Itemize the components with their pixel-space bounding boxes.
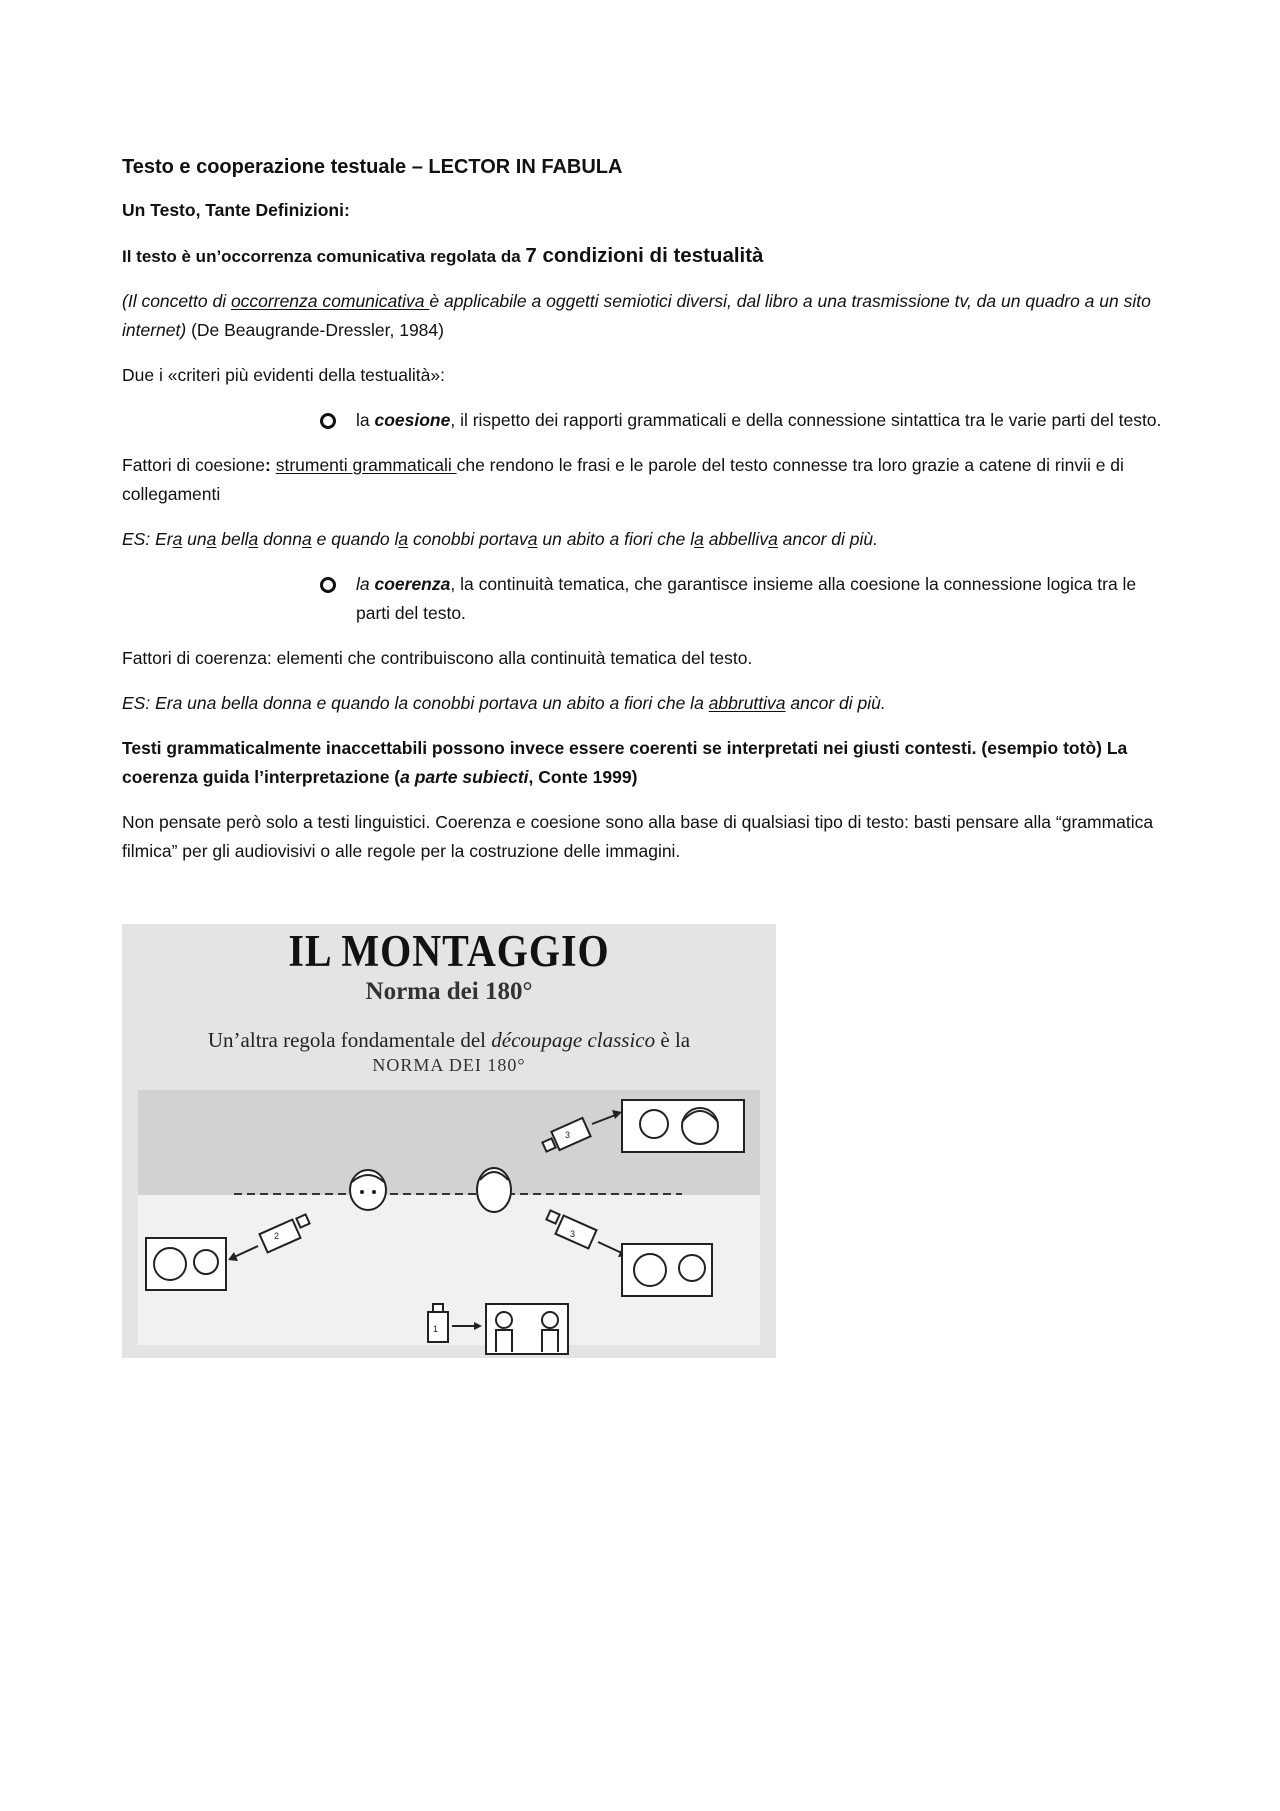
section-subtitle: Un Testo, Tante Definizioni: [122,200,350,220]
coherence-factors: Fattori di coerenza: elementi che contribuiscono alla continuità tematica del testo. [122,648,753,668]
shot-frame-right [622,1244,712,1296]
document-body [122,152,1172,882]
actor-left-icon [350,1170,386,1210]
definition-emphasis: 7 condizioni di testualità [525,244,764,267]
bullet2-term: coerenza [374,574,451,594]
figure-caption-line1: Un’altra regola fondamentale del découpage classico è la [207,1028,691,1052]
shot-frame-bottom [486,1304,568,1354]
actor-right-icon [477,1168,511,1212]
concept-citation: (De Beaugrande-Dressler, 1984) [186,320,444,340]
bullet-coesione [122,406,1172,435]
bold-paragraph: Testi grammaticalmente inaccettabili possono invece essere coerenti se interpretati nei giusti contesti. (esempio totò) La coerenza guida l’interpretazione (a parte subiecti, Conte 1999) [122,738,1128,787]
concept-rest: è applicabile a oggetti semiotici diversi, dal libro a una trasmissione tv, da un quadro a un sito internet) [122,291,1151,340]
bullet2-prefix: la [356,574,375,594]
example-coesione: ES: Era una bella donna e quando la conobbi portava un abito a fiori che la abbelliva ancor di più. [122,529,879,549]
concept-paragraph [122,287,1172,345]
cohesion-factors [122,451,1172,509]
circle-bullet-icon [320,577,336,593]
bullet1-prefix: la [356,410,375,430]
cohesion-underlined: strumenti grammaticali [275,455,457,475]
camera-label: 3 [570,1229,576,1239]
bullet-coerenza [122,570,1172,628]
figure-caption-line2: NORMA DEI 180° [372,1055,526,1075]
shot-frame-top [622,1100,744,1152]
bullet1-rest: , il rispetto dei rapporti grammaticali e della connessione sintattica tra le varie parti del testo. [450,410,1162,430]
bullet2-rest: , la continuità tematica, che garantisce insieme alla coesione la connessione logica tra le parti del testo. [356,574,1137,623]
montaggio-figure [122,924,776,1358]
camera-label: 1 [433,1324,439,1334]
cohesion-label: Fattori di coesione [122,455,265,475]
cohesion-rest: che rendono le frasi e le parole del testo connesse tra loro grazie a catene di rinvii e di collegamenti [122,455,1124,504]
example-coerenza: ES: Era una bella donna e quando la conobbi portava un abito a fiori che la abbruttiva ancor di più. [122,693,886,713]
shot-frame-left [146,1238,226,1290]
camera-label: 3 [565,1130,571,1140]
definition-prefix: Il testo è un’occorrenza comunicativa regolata da [122,247,526,266]
concept-underlined: occorrenza comunicativa [230,291,430,311]
circle-bullet-icon [320,413,336,429]
concept-open: (Il concetto di [122,291,231,311]
cohesion-colon: : [265,455,276,475]
figure-subtitle: Norma dei 180° [365,978,533,1005]
closing-paragraph: Non pensate però solo a testi linguistici. Coerenza e coesione sono alla base di qualsiasi tipo di testo: basti pensare alla “grammatica filmica” per gli audiovisivi o alle regole per la costruzione delle immagini. [122,812,1154,861]
camera-label: 2 [274,1231,280,1241]
figure-title: IL MONTAGGIO [288,924,610,977]
text-definition [122,241,1172,271]
bullet1-term: coesione [374,410,451,430]
criteria-intro: Due i «criteri più evidenti della testualità»: [122,365,445,385]
document-title: Testo e cooperazione testuale – LECTOR IN FABULA [122,156,623,178]
